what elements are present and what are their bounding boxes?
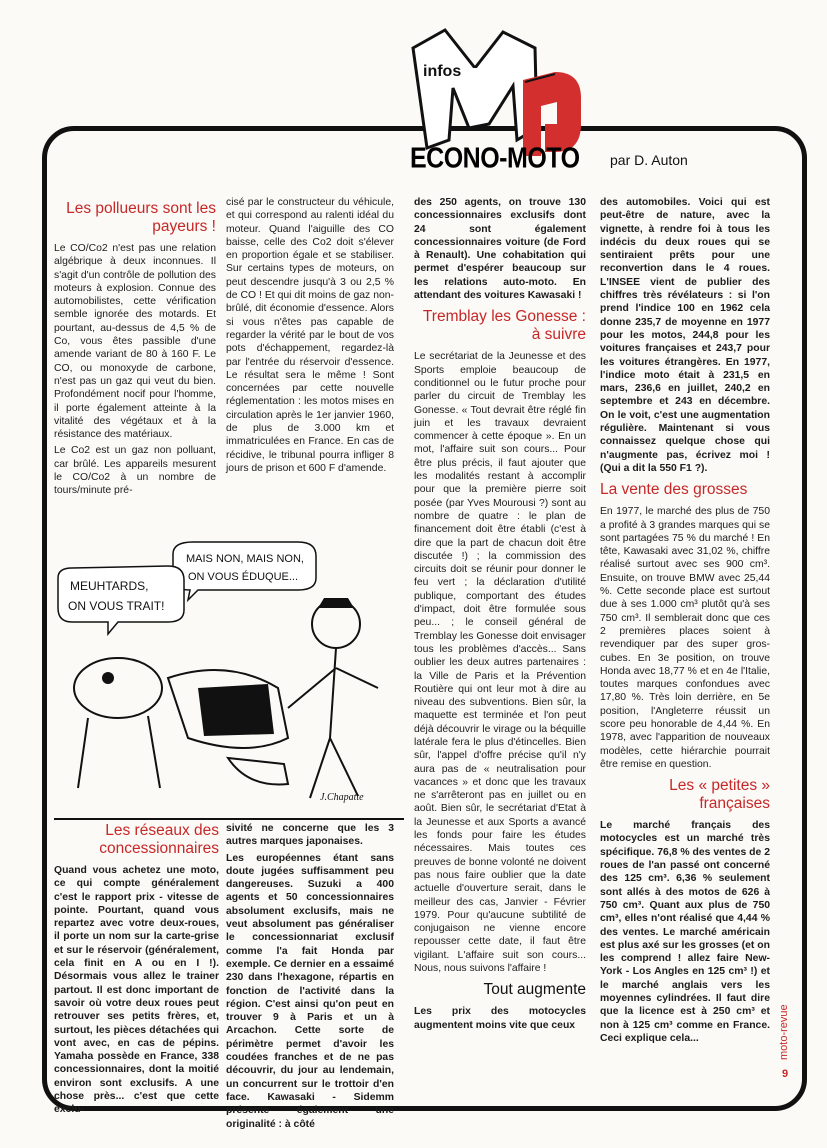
article-pollueurs-col2 bbox=[226, 196, 394, 478]
byline: par D. Auton bbox=[610, 152, 688, 168]
tremblay-p1: Le secrétariat de la Jeunesse et des Sports emploie beaucoup de conditionnel ou le futur proche pour parler du circuit de Tremblay les Gonesse. « Tout devrait être réglé fin juin et les travaux devraient commencer à cette époque ». En un mot, l'affaire suit son cours... Pour être plus précis, il faut ajouter que les modalités restant à accomplir pour que la première pierre soit posée (par Yves Mourousi ?) sont au nombre de quatre : le plan de financement doit être établi (c'est à dire que la part de chacun doit être discutée !) ; la commission des circuits doit se réunir pour donner le feu vert ; la déclaration d'utilité publique, comportant des études d'impact, doit être formulée sous peu... ; le conseil général de Tremblay les Gonesse doit envisager tous les problèmes d'accès... Sans oublier les deux autres partenaires : la Ville de Paris et la Prévention Routière qui ont leur mot à dire au niveau des subventions. Bien sûr, la maquette est terminée et l'on peut déjà découvrir le virage ou la béquille latérale fera le plus d'étincelles. Bien sûr, l'appel d'offre précise qu'il n'y aura pas de « neutralisation pour vacances » et donc que les travaux ne s'arrêteront pas en juillet ou en août. Bien sûr, le secrétariat d'Etat à la Jeunesse et aux Sports a avancé les fonds pour faire les études nécessaires. Mais toutes ces preuves de bonne volonté ne doivent pas nous faire oublier que la date actuelle d'ouverture serait, dans le meilleur des cas, Janvier - Février 1979. Pour qu'aucune subtilité de conjugaison ne vienne encore repousser cette date, il faut être vigilant. L'affaire suit son cours... Nous, nous suivons l'affaire ! bbox=[414, 351, 586, 975]
cartoon-illustration bbox=[48, 538, 408, 814]
article-reseaux-col1 bbox=[54, 822, 219, 1120]
bubble-text-1a: MAIS NON, MAIS NON, bbox=[186, 553, 304, 565]
heading-pollueurs: Les pollueurs sont les payeurs ! bbox=[66, 200, 216, 235]
reseaux-p3: Les européennes étant sans doute jugées suffisamment peu dangereuses. Suzuki a 400 agents et 50 concessionnaires absolument exclusifs, mais ne veut absolument pas généraliser le concessionnariat exclusif comme l'a fait Honda par exemple. Ce dernier en a essaimé 230 dans l'hexagone, répartis en fonction de l'activité dans la région. C'est ainsi qu'on peut en trouver 9 à Paris et un à Arcachon. Cette sorte de périmètre permet d'avoir les coudées franches et de ne pas découvrir, du jour au lendemain, un concurrent sur le trottoir d'en face. Kawasaki - Sidemm présente également une originalité : à côté bbox=[226, 852, 394, 1130]
article-col3 bbox=[414, 196, 586, 1035]
divider bbox=[54, 818, 404, 820]
heading-grosses: La vente des grosses bbox=[600, 481, 748, 499]
section-label: infos bbox=[423, 63, 462, 80]
article-col4 bbox=[600, 196, 770, 1048]
reseaux-p2: sivité ne concerne que les 3 autres marques japonaises. bbox=[226, 823, 394, 848]
pollueurs-p2: Le Co2 est un gaz non polluant, car brûlé. Les appareils mesurent le CO/Co2 à un nombre de tours/minute pré- bbox=[54, 445, 216, 497]
pollueurs-p3: cisé par le constructeur du véhicule, et qui correspond au ralenti idéal du moteur. Quand l'aiguille des CO baisse, celle des Co2 doit s'élever en proportion égale et se stabiliser. Sur certains types de moteurs, on peut descendre jusqu'à 3 ou 2,5 % de CO ! Et qui dit moins de gaz non-brûlé, dit économie d'essence. Alors si vous n'êtes pas capable de regarder la vérité par le bout de vos pots d'échappement, regardez-là par l'entrée du réservoir d'essence. Le résultat sera le même ! Sont concernées par cette nouvelle réglementation : les motos mises en circulation après le 1er janvier 1960, de plus de 3.000 km et immatriculées en France. En cas de récidive, le tribunal pourra infliger 8 jours de prison et 600 F d'amende. bbox=[226, 197, 394, 474]
pollueurs-p1: Le CO/Co2 n'est pas une relation algébrique à deux inconnues. Il s'agit d'un contrôle de pollution des moteurs à explosion. Connue des automobilistes, cette vérification semble ignorée des motards. Et pourtant, au-dessus de 4,5 % de Co, vous êtes passible d'une amende variant de 80 à 160 F. Le CO, ou monoxyde de carbone, n'est pas un gaz qui veut du bien. Profondément nocif pour l'homme, il porte également atteinte à la vitalité des végétaux et à la résistance des matériaux. bbox=[54, 243, 216, 441]
heading-tremblay: Tremblay les Gonesse : à suivre bbox=[422, 308, 586, 344]
magazine-name: moto-revue bbox=[778, 1004, 790, 1060]
bubble-text-2a: MEUHTARDS, bbox=[70, 579, 149, 593]
heading-petites: Les « petites » françaises bbox=[669, 777, 770, 813]
heading-reseaux: Les réseaux des concessionnaires bbox=[99, 822, 219, 857]
augmente-p1: Les prix des motocycles augmentent moins vite que ceux bbox=[414, 1006, 586, 1031]
reseaux-p1: Quand vous achetez une moto, ce qui compte généralement c'est le rapport prix - vitesse de pointe. Pourtant, quand vous repartez avec votre deux-roues, il porte un nom sur la carte-grise et sur le réservoir (généralement, cela finit en A ou en I !). Désormais vous allez le trainer partout. Il est donc important de savoir où votre deux roues peut retrouver ses petits frères, et, surtout, les pièces détachées qui vont avec, en cas de pépins. Yamaha possède en France, 338 concessionnaires, dont la moitié environ sont exclusifs. A une chose près... c'est que cette exclu- bbox=[54, 865, 219, 1116]
augmente-p2: des automobiles. Voici qui est peut-être de nature, avec la vignette, à rendre foi à tous les indécis du deux roues qui se sentiraient prêts pour une reconvertion dans le 4 roues. L'INSEE vient de publier des chiffres très révélateurs : si l'on prend l'indice 100 en 1962 cela donne 235,7 de moyenne en 1977 pour les motos, 244,8 pour les voitures françaises et 243,7 pour les voitures étrangères. En 1977, l'indice moto était à 231,5 en mars, 236,6 en juillet, 240,2 en septembre et 243 en décembre. On le voit, c'est une augmentation régulière. Maintenant si vous connaissez quelque chose qui n'augmente pas, écrivez moi ! (Qui a dit la 550 F1 ?). bbox=[600, 197, 770, 474]
page-title: ECONO-MOTO bbox=[410, 142, 580, 175]
article-reseaux-col2 bbox=[226, 822, 394, 1134]
reseaux-p4: des 250 agents, on trouve 130 concessionnaires exclusifs dont 24 sont également concessionnaires voiture (de Ford à Renault). Une cohabitation qui permet d'espérer beaucoup sur les relations auto-moto. En attendant des voitures Kawasaki ! bbox=[414, 197, 586, 302]
bubble-text-2b: ON VOUS TRAIT! bbox=[68, 599, 165, 613]
bubble-text-1b: ON VOUS ÉDUQUE... bbox=[188, 571, 299, 583]
heading-augmente: Tout augmente bbox=[483, 981, 586, 999]
cartoon-signature: J.Chapatte bbox=[320, 792, 364, 803]
grosses-p1: En 1977, le marché des plus de 750 a profité à 3 grandes marques qui se sont partagées 75 % du marché ! En tête, Kawasaki avec 31,02 %, chiffre réalisé surtout avec ses 900 cm³. Ensuite, on trouve BMW avec 25,44 %. Cette seconde place est surtout due à ses 1.000 cm³ plutôt qu'à ses 750 cm³. Il semblerait donc que ces 2 premières places soient à revendiquer par des super gros-cubes. En 3e position, on trouve Honda avec 18,77 % et en 4e l'Italie, toutes marques confondues avec 17,80 %. Très loin derrière, en 5e position, l'Angleterre réussit un score peu honorable de 4,44 %. En 1978, avec l'apparition de nouveaux modèles, cette hiérarchie pourrait être remise en question. bbox=[600, 506, 770, 770]
page-number: 9 bbox=[782, 1068, 789, 1080]
petites-p1: Le marché français des motocycles est un marché très spécifique. 76,8 % des ventes de 2 roues de l'an passé ont concerné des 125 cm³. 6,36 % seulement sont allés à des motos de 626 à 750 cm³. Quant aux plus de 750 cm³, elles n'ont réalisé que 4,44 % des ventes. Le marché américain est plus axé sur les grosses (et on les comprend ! allez faire New-York - Los Angles en 125 cm³ !) et le marché anglais vers les moyennes cylindrées. Il faut dire que la licence est à 250 cm³ et non à 125 cm³ comme en France. Ceci explique cela... bbox=[600, 820, 770, 1044]
article-pollueurs-col1 bbox=[54, 200, 216, 501]
